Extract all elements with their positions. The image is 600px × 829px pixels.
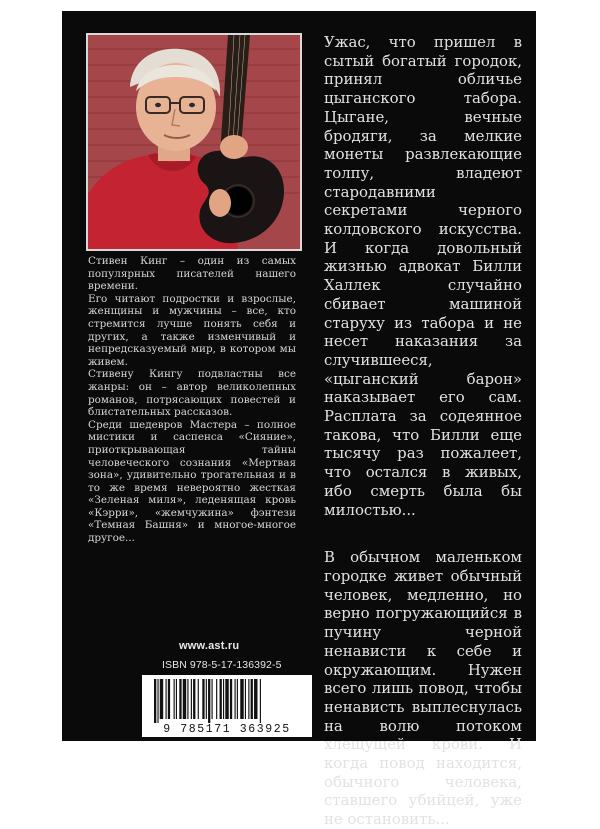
- barcode-bar: [220, 679, 222, 719]
- barcode-bar: [202, 679, 204, 719]
- barcode-bar: [168, 679, 170, 719]
- barcode-bar: [174, 679, 175, 719]
- book-blurb: [324, 33, 522, 829]
- barcode-bar: [248, 679, 249, 719]
- barcode-bar: [212, 679, 213, 719]
- barcode-bar: [223, 679, 224, 719]
- barcode-bar: [154, 679, 156, 723]
- barcode-bar: [237, 679, 238, 719]
- barcode-number: 9 785171 363925: [163, 723, 291, 736]
- barcode-bars: [142, 675, 312, 725]
- barcode-bar: [216, 679, 217, 719]
- blurb-paragraph: Ужас, что пришел в сытый богатый городок, принял обличье цыганского табора. Цыгане, вечные бродяги, за мелкие монеты развлекающие толпу, владеют стародавними секретами черного колдовского искусства. И когда довольный жизнью адвокат Билли Халлек случайно сбивает машиной старуху из табора и не несет наказания за случившееся, «цыганский барон» наказывает его сам. Расплата за содеянное такова, что Билли еще тысячу раз пожалеет, что остался в живых, ибо смерть была бы милостью...: [324, 33, 522, 519]
- author-bio-paragraph: Среди шедевров Мастера – полное мистики и саспенса «Сияние», приоткрывающая тайны человеческого сознания «Мертвая зона», удивительно трогательная и в то же время невероятно жесткая «Зеленая миля», леденящая кровь «Кэрри», «жемчужина» фэнтези «Темная Башня» и многое-многое другое...: [88, 418, 296, 545]
- barcode-bar: [240, 679, 243, 719]
- barcode-bar: [208, 679, 210, 723]
- author-bio-paragraph: Стивен Кинг – один из самых популярных писателей нашего времени.: [88, 255, 296, 293]
- author-photo-illustration: [88, 35, 300, 249]
- barcode-bar: [176, 679, 177, 719]
- barcode-bar: [251, 679, 253, 719]
- back-cover: [62, 11, 536, 829]
- barcode-bar: [193, 679, 195, 719]
- barcode-bar: [187, 679, 188, 719]
- barcode-bar: [191, 679, 192, 719]
- blurb-paragraph: В обычном маленьком городке живет обычный человек, медленно, но верно погружающийся в пучину черной ненависти к себе и окружающим. Нужен всего лишь повод, чтобы ненависть выплеснулась на волю потоком хлещущей крови. И когда повод находится, обычного человека, ставшего убийцей, уже не остановить...: [324, 548, 522, 829]
- barcode-bar: [179, 679, 181, 719]
- barcode-bar: [198, 679, 199, 719]
- barcode-bar: [166, 679, 167, 719]
- barcode-bar: [254, 679, 257, 719]
- isbn-label: ISBN 978-5-17-136392-5: [162, 659, 282, 671]
- barcode: [142, 675, 312, 737]
- barcode-bar: [160, 679, 163, 719]
- barcode-bar: [235, 679, 236, 719]
- barcode-bar: [225, 679, 228, 719]
- author-bio-paragraph: Стивену Кингу подвластны все жанры: он – автор великолепных романов, потрясающих повестей и блистательных рассказов.: [88, 368, 296, 419]
- barcode-bar: [206, 679, 207, 719]
- publisher-website: www.ast.ru: [179, 640, 240, 652]
- barcode-bar: [260, 679, 261, 723]
- barcode-bar: [157, 679, 158, 723]
- barcode-bar: [183, 679, 186, 719]
- author-bio: [88, 255, 296, 545]
- barcode-bar: [245, 679, 246, 719]
- author-photo: [86, 33, 302, 251]
- author-bio-paragraph: Его читают подростки и взрослые, женщины и мужчины – все, кто стремится лучше понять себя и других, а также изменчивый и непредсказуемый мир, в котором мы живем.: [88, 292, 296, 368]
- barcode-bar: [230, 679, 232, 719]
